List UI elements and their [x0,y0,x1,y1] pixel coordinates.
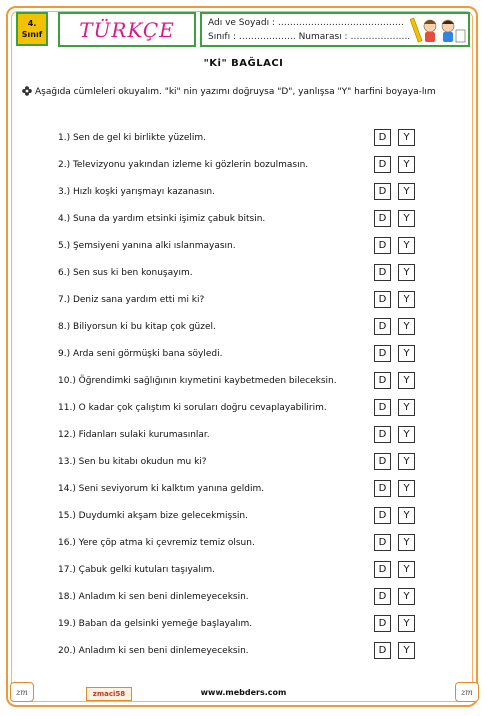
question-text: 3.) Hızlı koşki yarışmayı kazanasın. [58,187,215,197]
false-option-box[interactable]: Y [398,453,415,470]
question-text: 2.) Televizyonu yakından izleme ki gözlerin bozulmasın. [58,160,309,170]
true-option-box[interactable]: D [374,507,391,524]
true-option-box[interactable]: D [374,129,391,146]
question-text: 20.) Anladım ki sen beni dinlemeyeceksin. [58,646,249,656]
true-option-box[interactable]: D [374,480,391,497]
true-option-box[interactable]: D [374,237,391,254]
question-row [0,425,487,452]
question-text: 1.) Sen de gel ki birlikte yüzelim. [58,133,207,143]
question-text: 19.) Baban da gelsinki yemeğe başlayalım. [58,619,253,629]
question-text: 5.) Şemsiyeni yanına alki ıslanmayasın. [58,241,236,251]
question-row [0,398,487,425]
question-text: 14.) Seni seviyorum ki kalktım yanına geldim. [58,484,265,494]
question-row [0,182,487,209]
question-row [0,344,487,371]
true-option-box[interactable]: D [374,534,391,551]
grade-badge [16,12,48,46]
question-text: 6.) Sen sus ki ben konuşayım. [58,268,193,278]
question-text: 16.) Yere çöp atma ki çevremiz temiz olsun. [58,538,255,548]
true-option-box[interactable]: D [374,210,391,227]
false-option-box[interactable]: Y [398,642,415,659]
question-text: 10.) Öğrendimki sağlığının kıymetini kaybetmeden bileceksin. [58,376,337,386]
false-option-box[interactable]: Y [398,399,415,416]
false-option-box[interactable]: Y [398,615,415,632]
true-option-box[interactable]: D [374,318,391,335]
question-row [0,209,487,236]
question-text: 13.) Sen bu kitabı okudun mu ki? [58,457,207,467]
true-option-box[interactable]: D [374,588,391,605]
question-text: 4.) Suna da yardım etsinki işimiz çabuk bitsin. [58,214,266,224]
true-option-box[interactable]: D [374,642,391,659]
class-number-field-label: Sınıfı : ………………. Numarası : ……………….. [208,32,411,42]
false-option-box[interactable]: Y [398,156,415,173]
page-title: "Ki" BAĞLACI [203,58,284,69]
false-option-box[interactable]: Y [398,345,415,362]
false-option-box[interactable]: Y [398,183,415,200]
grade-label: Sınıf [21,30,43,39]
question-row [0,479,487,506]
true-option-box[interactable]: D [374,399,391,416]
subject-title-box [58,12,196,47]
question-text: 17.) Çabuk gelki kutuları taşıyalım. [58,565,215,575]
question-row [0,128,487,155]
true-option-box[interactable]: D [374,345,391,362]
true-option-box[interactable]: D [374,291,391,308]
footer-website: www.mebders.com [200,688,287,697]
instruction-body: Aşağıda cümleleri okuyalım. "ki" nin yazımı doğruysa "D", yanlışsa "Y" harfini boyaya-lım [35,87,436,97]
false-option-box[interactable]: Y [398,480,415,497]
true-option-box[interactable]: D [374,183,391,200]
false-option-box[interactable]: Y [398,210,415,227]
question-row [0,290,487,317]
question-row [0,533,487,560]
question-text: 12.) Fidanları sulaki kurumasınlar. [58,430,210,440]
instruction-text [22,86,470,99]
question-row [0,317,487,344]
corner-logo-right-text: zm [461,687,473,697]
false-option-box[interactable]: Y [398,561,415,578]
true-option-box[interactable]: D [374,426,391,443]
question-list [0,128,487,668]
subject-title: TÜRKÇE [79,17,175,42]
true-option-box[interactable]: D [374,372,391,389]
false-option-box[interactable]: Y [398,372,415,389]
corner-logo-left-text: zm [16,687,28,697]
question-row [0,263,487,290]
question-row [0,236,487,263]
false-option-box[interactable]: Y [398,534,415,551]
false-option-box[interactable]: Y [398,426,415,443]
question-row [0,641,487,668]
false-option-box[interactable]: Y [398,237,415,254]
question-text: 11.) O kadar çok çalıştım ki soruları doğru cevaplayabilirim. [58,403,327,413]
name-field-label: Adı ve Soyadı : …………………………………… [208,18,404,28]
question-row [0,155,487,182]
kids-illustration-icon [410,14,468,46]
corner-logo-right [455,682,479,702]
question-row [0,614,487,641]
true-option-box[interactable]: D [374,453,391,470]
true-option-box[interactable]: D [374,264,391,281]
question-text: 15.) Duydumki akşam bize gelecekmişsin. [58,511,248,521]
false-option-box[interactable]: Y [398,264,415,281]
flower-bullet-icon [22,86,32,96]
false-option-box[interactable]: Y [398,291,415,308]
false-option-box[interactable]: Y [398,588,415,605]
question-text: 18.) Anladım ki sen beni dinlemeyeceksin. [58,592,249,602]
footer-code: zmaci58 [86,687,132,701]
true-option-box[interactable]: D [374,615,391,632]
question-text: 8.) Biliyorsun ki bu kitap çok güzel. [58,322,216,332]
false-option-box[interactable]: Y [398,129,415,146]
question-row [0,506,487,533]
false-option-box[interactable]: Y [398,318,415,335]
question-row [0,587,487,614]
question-row [0,452,487,479]
question-row [0,560,487,587]
true-option-box[interactable]: D [374,156,391,173]
grade-number: 4. [27,19,37,28]
question-row [0,371,487,398]
true-option-box[interactable]: D [374,561,391,578]
question-text: 9.) Arda seni görmüşki bana söyledi. [58,349,223,359]
question-text: 7.) Deniz sana yardım etti mi ki? [58,295,205,305]
false-option-box[interactable]: Y [398,507,415,524]
